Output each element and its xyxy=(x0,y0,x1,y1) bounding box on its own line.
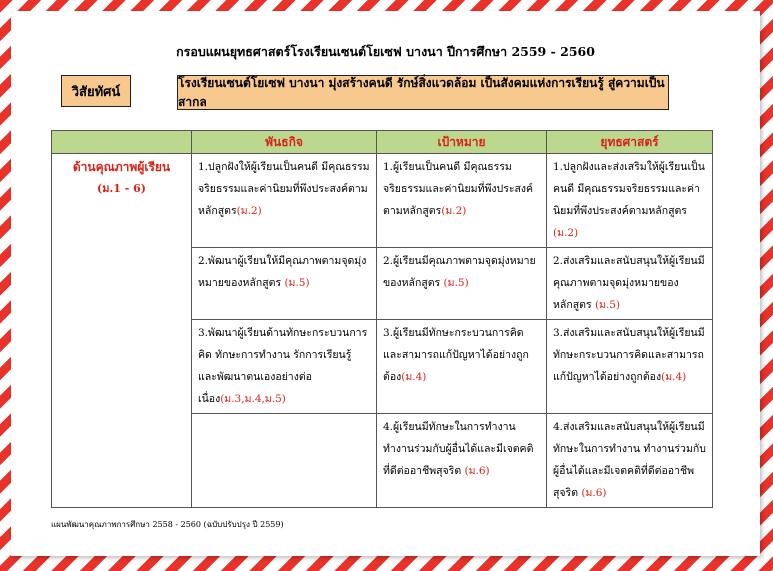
goal-text: 3.ผู้เรียนมีทักษะกระบวนการคิดและสามารถแก้ปัญหาได้อย่างถูกต้อง xyxy=(383,327,529,383)
strategy-ref: (ม.4) xyxy=(661,371,687,383)
vision-statement: โรงเรียนเซนต์โยเซฟ บางนา มุ่งสร้างคนดี รักษ์สิ่งแวดล้อม เป็นสังคมแห่งการเรียนรู้ สู่ความเป็นสากล xyxy=(177,75,669,110)
strategy-text: 1.ปลูกฝังและส่งเสริมให้ผู้เรียนเป็นคนดี มีคุณธรรมจริยธรรมและค่านิยมที่พึงประสงค์ตามหลักสูตร xyxy=(553,161,705,217)
table-row xyxy=(52,154,713,248)
header-mission: พันธกิจ xyxy=(192,131,377,154)
vision-label: วิสัยทัศน์ xyxy=(61,75,131,107)
strategy-text: 4.ส่งเสริมและสนับสนุนให้ผู้เรียนมีทักษะในการทำงาน ทำงานร่วมกับผู้อื่นได้และมีเจตคติที่ดีต่ออาชีพสุจริต xyxy=(553,421,706,499)
goal-cell xyxy=(377,320,547,414)
goal-text: 2.ผู้เรียนมีคุณภาพตามจุดมุ่งหมายของหลักสูตร xyxy=(383,255,536,289)
strategy-ref: (ม.2) xyxy=(553,227,579,239)
mission-cell xyxy=(192,320,377,414)
strategy-cell xyxy=(547,248,713,320)
mission-cell xyxy=(192,154,377,248)
goal-ref: (ม.2) xyxy=(441,205,467,217)
table-header-row xyxy=(52,131,713,154)
goal-ref: (ม.4) xyxy=(401,371,427,383)
mission-cell xyxy=(192,414,377,508)
page-title: กรอบแผนยุทธศาสตร์โรงเรียนเซนต์โยเซฟ บางนา ปีการศึกษา 2559 - 2560 xyxy=(176,44,595,59)
header-dimension xyxy=(52,131,192,154)
goal-cell xyxy=(377,414,547,508)
mission-text: 3.พัฒนาผู้เรียนด้านทักษะกระบวนการคิด ทักษะการทำงาน รักการเรียนรู้และพัฒนาตนเองอย่างต่อเนื่อง xyxy=(198,327,368,405)
mission-cell xyxy=(192,248,377,320)
dimension-subtitle: (ม.1 - 6) xyxy=(96,182,147,195)
mission-ref: (ม.2) xyxy=(236,205,262,217)
goal-text: 1.ผู้เรียนเป็นคนดี มีคุณธรรมจริยธรรมและค่านิยมที่พึงประสงค์ตามหลักสูตร xyxy=(383,161,534,217)
strategy-text: 2.ส่งเสริมและสนับสนุนให้ผู้เรียนมีคุณภาพตามจุดมุ่งหมายของหลักสูตร xyxy=(553,255,705,311)
strategy-cell xyxy=(547,154,713,248)
header-goal: เป้าหมาย xyxy=(377,131,547,154)
strategy-ref: (ม.5) xyxy=(594,299,621,311)
goal-ref: (ม.5) xyxy=(443,277,469,289)
footer-note: แผนพัฒนาคุณภาพการศึกษา 2558 - 2560 (ฉบับปรับปรุง ปี 2559) xyxy=(51,520,284,529)
mission-ref: (ม.3,ม.4,ม.5) xyxy=(220,393,286,405)
dimension-title: ด้านคุณภาพผู้เรียน xyxy=(72,160,171,174)
slide-page xyxy=(11,11,760,556)
mission-ref: (ม.5) xyxy=(284,277,310,289)
strategy-cell xyxy=(547,320,713,414)
strategy-text: 3.ส่งเสริมและสนับสนุนให้ผู้เรียนมีทักษะกระบวนการคิดและสามารถแก้ปัญหาได้อย่างถูกต้อง xyxy=(553,327,705,383)
goal-cell xyxy=(377,154,547,248)
goal-text: 4.ผู้เรียนมีทักษะในการทำงาน ทำงานร่วมกับผู้อื่นได้และมีเจตคติที่ดีต่ออาชีพสุจริต xyxy=(383,421,534,477)
mission-text: 1.ปลูกฝังให้ผู้เรียนเป็นคนดี มีคุณธรรม จริยธรรมและค่านิยมที่พึงประสงค์ตามหลักสูตร xyxy=(198,161,370,217)
strategy-cell xyxy=(547,414,713,508)
header-strategy: ยุทธศาสตร์ xyxy=(547,131,713,154)
dimension-cell xyxy=(52,154,192,508)
strategy-table xyxy=(51,130,713,508)
goal-ref: (ม.6) xyxy=(464,465,490,477)
mission-text: 2.พัฒนาผู้เรียนให้มีคุณภาพตามจุดมุ่งหมายของหลักสูตร xyxy=(198,255,367,289)
strategy-ref: (ม.6) xyxy=(581,487,607,499)
goal-cell xyxy=(377,248,547,320)
